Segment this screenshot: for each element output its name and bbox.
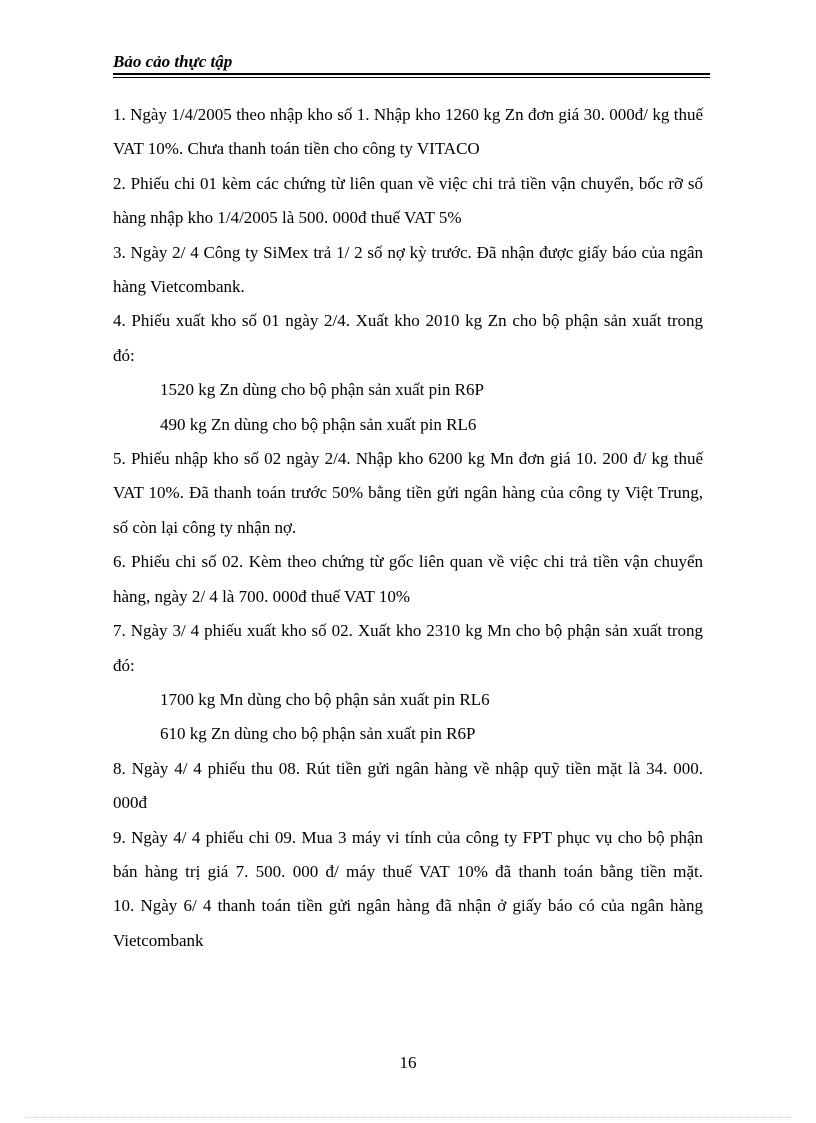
header-rule-thick [113, 73, 710, 75]
header-title: Bảo cảo thực tập [113, 52, 233, 71]
paragraph-10: 10. Ngày 6/ 4 thanh toán tiền gửi ngân hàng đã nhận ở giấy báo có của ngân hàng Vietcombank [113, 896, 703, 950]
paragraph-6: 6. Phiếu chi số 02. Kèm theo chứng từ gốc liên quan về việc chi trả tiền vận chuyển hàng, ngày 2/ 4 là 700. 000đ thuế VAT 10% [113, 552, 703, 606]
page-header [113, 52, 710, 72]
page-number: 16 [399, 1053, 417, 1072]
paragraph-7-sub-2: 610 kg Zn dùng cho bộ phận sản xuất pin R6P [160, 724, 476, 744]
paragraph-4: 4. Phiếu xuất kho số 01 ngày 2/4. Xuất kho 2010 kg Zn cho bộ phận sản xuất trong đó: [113, 311, 703, 365]
paragraph-7: 7. Ngày 3/ 4 phiếu xuất kho số 02. Xuất kho 2310 kg Mn cho bộ phận sản xuất trong đó: [113, 621, 703, 675]
paragraph-8: 8. Ngày 4/ 4 phiếu thu 08. Rút tiền gửi ngân hàng về nhập quỹ tiền mặt là 34. 000. 000đ [113, 758, 703, 813]
paragraph-4-sub-1: 1520 kg Zn dùng cho bộ phận sản xuất pin R6P [160, 380, 484, 400]
paragraph-7-sub-1: 1700 kg Mn dùng cho bộ phận sản xuất pin RL6 [160, 689, 490, 709]
paragraph-2: 2. Phiếu chi 01 kèm các chứng từ liên quan về việc chi trả tiền vận chuyển, bốc rỡ số hàng nhập kho 1/4/2005 là 500. 000đ thuế VAT 5% [113, 173, 703, 228]
paragraph-4-sub-2: 490 kg Zn dùng cho bộ phận sản xuất pin RL6 [160, 414, 477, 434]
page-bottom-border [25, 1117, 791, 1118]
header-rule-thin [113, 77, 710, 78]
document-body [113, 98, 703, 958]
paragraph-3: 3. Ngày 2/ 4 Công ty SiMex trả 1/ 2 số nợ kỳ trước. Đã nhận được giấy báo của ngân hàng Vietcombank. [113, 242, 703, 297]
paragraph-1: 1. Ngày 1/4/2005 theo nhập kho số 1. Nhập kho 1260 kg Zn đơn giá 30. 000đ/ kg thuế VAT 10%. Chưa thanh toán tiền cho công ty VITACO [113, 105, 703, 159]
paragraph-5: 5. Phiếu nhập kho số 02 ngày 2/4. Nhập kho 6200 kg Mn đơn giá 10. 200 đ/ kg thuế VAT 10%. Đã thanh toán trước 50% bằng tiền gửi ngân hàng của công ty Việt Trung, số còn lại công ty nhận nợ. [113, 449, 703, 537]
paragraph-9: 9. Ngày 4/ 4 phiếu chi 09. Mua 3 máy vi tính của công ty FPT phục vụ cho bộ phận bán hàng trị giá 7. 500. 000 đ/ máy thuế VAT 10% đã thanh toán bằng tiền mặt. [113, 827, 703, 881]
